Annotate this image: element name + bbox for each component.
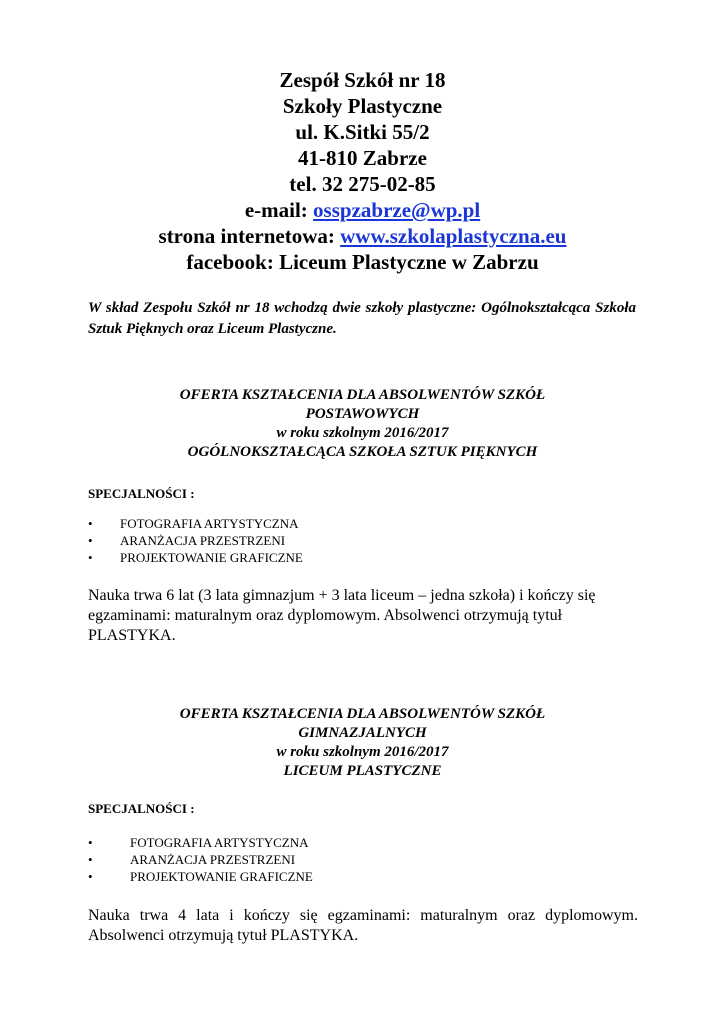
bullet-icon: • [88, 516, 93, 531]
website-link[interactable]: www.szkolaplastyczna.eu [340, 224, 567, 248]
list-item [88, 515, 303, 532]
bullet-icon: • [88, 550, 93, 565]
bullet-icon: • [88, 852, 93, 867]
specialty-label: ARANŻACJA PRZESTRZENI [130, 852, 296, 867]
facebook-line: facebook: Liceum Plastyczne w Zabrzu [186, 250, 539, 274]
website-label: strona internetowa: [158, 224, 341, 248]
bullet-icon: • [88, 869, 93, 884]
list-item [88, 851, 313, 868]
postal-city: 41-810 Zabrze [298, 146, 427, 170]
website-line [0, 223, 725, 249]
school-subtitle: Szkoły Plastyczne [282, 94, 443, 118]
section-1-description: Nauka trwa 6 lat (3 lata gimnazjum + 3 lata liceum – jedna szkoła) i kończy się egzaminami: maturalnym oraz dyplomowym. Absolwenci otrzymują tytuł PLASTYKA. [88, 587, 596, 644]
section-1-spec-list [88, 515, 303, 566]
section-1-title [0, 386, 725, 462]
list-item [88, 549, 303, 566]
email-label: e-mail: [244, 198, 314, 222]
school-name: Zespół Szkół nr 18 [279, 68, 446, 92]
section-1-title-line: OGÓLNOKSZTAŁCĄCA SZKOŁA SZTUK PIĘKNYCH [187, 444, 538, 460]
list-item [88, 868, 313, 885]
section-2-title-line: OFERTA KSZTAŁCENIA DLA ABSOLWENTÓW SZKÓŁ [179, 706, 546, 722]
bullet-icon: • [88, 533, 93, 548]
section-2-title-line: w roku szkolnym 2016/2017 [276, 744, 449, 760]
bullet-icon: • [88, 835, 93, 850]
specialty-label: FOTOGRAFIA ARTYSTYCZNA [130, 835, 309, 850]
street-address: ul. K.Sitki 55/2 [295, 120, 430, 144]
email-link[interactable]: osspzabrze@wp.pl [313, 198, 481, 222]
specialty-label: ARANŻACJA PRZESTRZENI [120, 533, 286, 548]
section-1-title-line: OFERTA KSZTAŁCENIA DLA ABSOLWENTÓW SZKÓŁ [179, 387, 546, 403]
section-2-spec-list [88, 834, 313, 885]
phone: tel. 32 275-02-85 [289, 172, 436, 196]
section-2-description: Nauka trwa 4 lata i kończy się egzaminami: maturalnym oraz dyplomowym. Absolwenci otrzymują tytuł PLASTYKA. [88, 907, 638, 944]
email-line [0, 197, 725, 223]
school-header [0, 67, 725, 275]
section-2-title [0, 705, 725, 781]
specialty-label: PROJEKTOWANIE GRAFICZNE [130, 869, 313, 884]
list-item [88, 834, 313, 851]
section-1-spec-label: SPECJALNOŚCI : [88, 486, 195, 501]
specialty-label: PROJEKTOWANIE GRAFICZNE [120, 550, 303, 565]
section-2-spec-label: SPECJALNOŚCI : [88, 801, 195, 816]
section-1-title-line: POSTAWOWYCH [305, 406, 420, 422]
section-2-title-line: LICEUM PLASTYCZNE [283, 763, 442, 779]
section-2-title-line: GIMNAZJALNYCH [298, 725, 427, 741]
section-1-title-line: w roku szkolnym 2016/2017 [276, 425, 449, 441]
intro-paragraph: W skład Zespołu Szkół nr 18 wchodzą dwie szkoły plastyczne: Ogólnokształcąca Szkoła Sztuk Pięknych oraz Liceum Plastyczne. [88, 300, 636, 337]
list-item [88, 532, 303, 549]
specialty-label: FOTOGRAFIA ARTYSTYCZNA [120, 516, 299, 531]
